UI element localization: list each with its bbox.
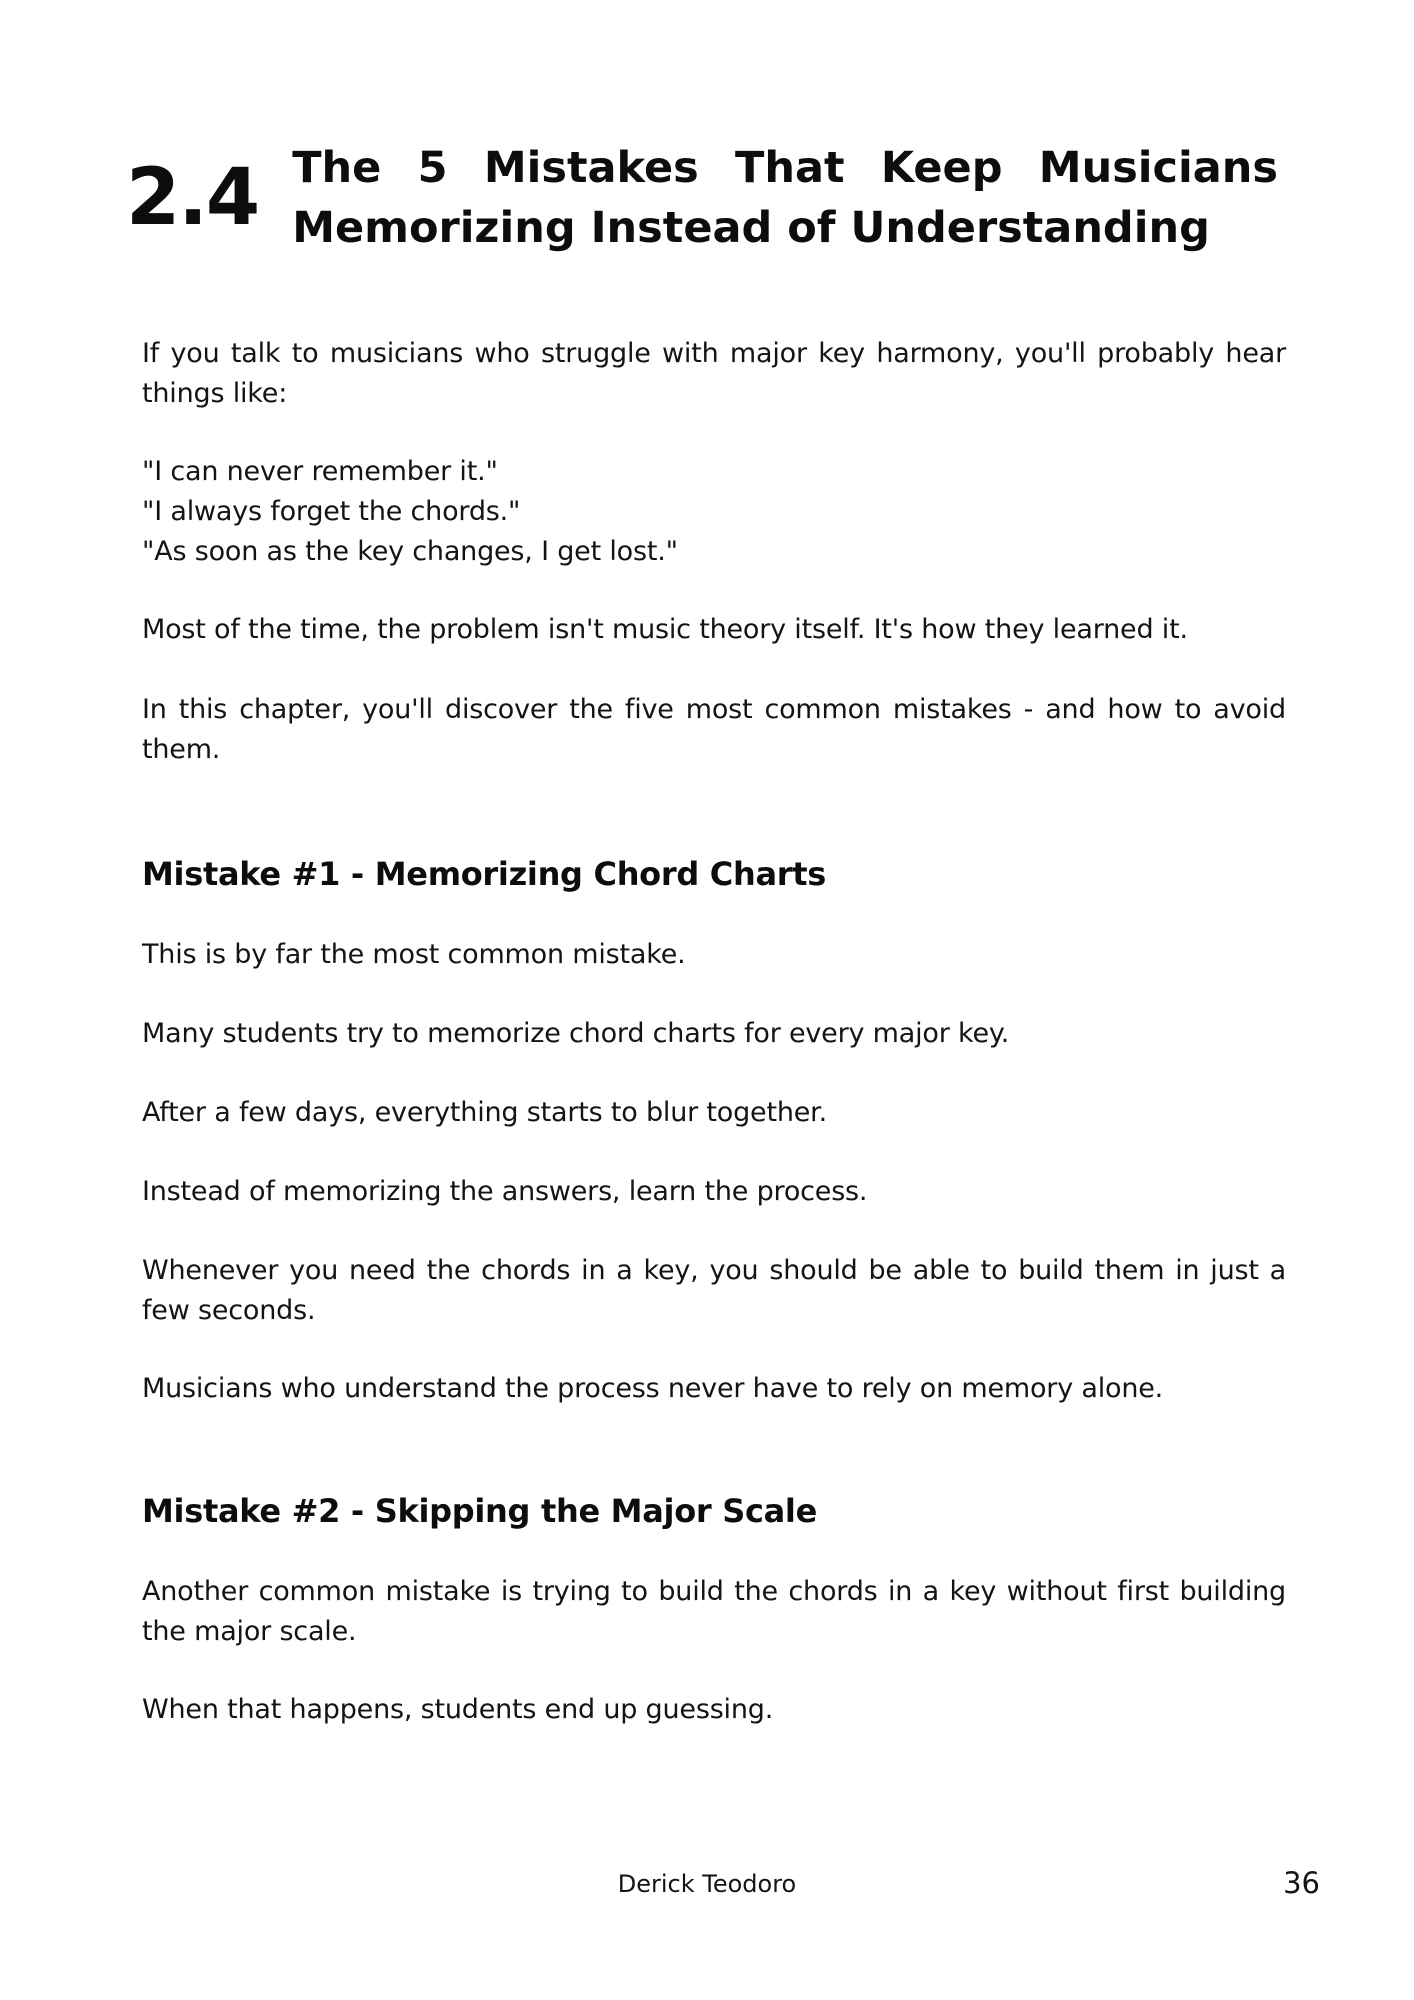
- intro-paragraph: Most of the time, the problem isn't music theory itself. It's how they learned it.: [142, 614, 1188, 645]
- mistake-1-paragraph: Instead of memorizing the answers, learn the process.: [142, 1176, 868, 1207]
- quote-list: [142, 452, 1286, 572]
- section-heading-mistake-2: Mistake #2 - Skipping the Major Scale: [142, 1492, 817, 1530]
- mistake-1-paragraph: Whenever you need the chords in a key, you should be able to build them in just a few seconds.: [142, 1255, 1286, 1326]
- footer-author: Derick Teodoro: [617, 1870, 797, 1898]
- mistake-2-paragraph: Another common mistake is trying to build the chords in a key without first building the major scale.: [142, 1576, 1286, 1647]
- mistake-1-paragraph: After a few days, everything starts to blur together.: [142, 1097, 827, 1128]
- quote-line: "As soon as the key changes, I get lost.": [142, 536, 678, 567]
- chapter-title-line-1: The 5 Mistakes That Keep Musicians: [292, 143, 1278, 193]
- chapter-title: [292, 138, 1278, 258]
- quote-line: "I always forget the chords.": [142, 496, 521, 527]
- section-heading-mistake-1: Mistake #1 - Memorizing Chord Charts: [142, 855, 826, 893]
- mistake-1-paragraph: Musicians who understand the process never have to rely on memory alone.: [142, 1373, 1164, 1404]
- quote-line: "I can never remember it.": [142, 456, 498, 487]
- page-number: 36: [1283, 1866, 1320, 1900]
- chapter-number: 2.4: [126, 153, 259, 243]
- chapter-header: [126, 138, 1278, 258]
- mistake-1-paragraph: Many students try to memorize chord charts for every major key.: [142, 1018, 1010, 1049]
- mistake-2-paragraph: When that happens, students end up guessing.: [142, 1694, 774, 1725]
- mistake-1-paragraph: This is by far the most common mistake.: [142, 939, 686, 970]
- chapter-title-line-2: Memorizing Instead of Understanding: [292, 203, 1210, 253]
- intro-paragraph: In this chapter, you'll discover the five most common mistakes - and how to avoid them.: [142, 694, 1286, 765]
- intro-paragraph: If you talk to musicians who struggle with major key harmony, you'll probably hear things like:: [142, 338, 1286, 409]
